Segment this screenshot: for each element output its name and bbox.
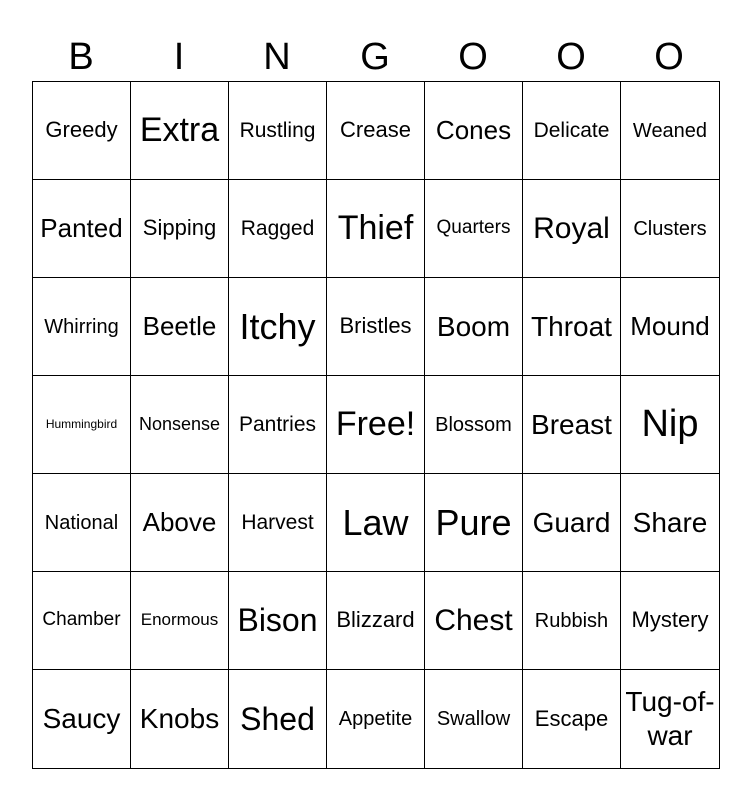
bingo-cell: Royal [523,180,621,278]
bingo-cell: Enormous [131,572,229,670]
bingo-cell: Rubbish [523,572,621,670]
bingo-cell: Law [327,474,425,572]
bingo-cell: Swallow [425,670,523,768]
bingo-cell: Delicate [523,82,621,180]
header-letter-o: O [556,36,586,78]
bingo-cell: Panted [33,180,131,278]
header-letter-n: N [263,36,291,78]
header-letter-o: O [458,36,488,78]
bingo-cell: Clusters [621,180,719,278]
bingo-cell: Knobs [131,670,229,768]
bingo-cell: Extra [131,82,229,180]
bingo-cell: Pure [425,474,523,572]
bingo-cell: Boom [425,278,523,376]
bingo-cell: Whirring [33,278,131,376]
bingo-cell: Quarters [425,180,523,278]
bingo-cell: Share [621,474,719,572]
bingo-cell: Mystery [621,572,719,670]
bingo-cell: Saucy [33,670,131,768]
bingo-cell: Ragged [229,180,327,278]
header-letter-i: I [173,36,185,78]
bingo-cell: Mound [621,278,719,376]
header-letter-b: B [68,36,94,78]
bingo-board [32,81,720,769]
bingo-cell: Above [131,474,229,572]
bingo-cell: Itchy [229,278,327,376]
bingo-cell: Sipping [131,180,229,278]
bingo-cell: Bison [229,572,327,670]
bingo-cell: Hummingbird [33,376,131,474]
bingo-cell: Thief [327,180,425,278]
bingo-cell: Pantries [229,376,327,474]
bingo-cell: Blossom [425,376,523,474]
bingo-cell: Blizzard [327,572,425,670]
bingo-cell: Escape [523,670,621,768]
bingo-header [32,32,718,82]
bingo-cell: Tug-of-war [625,686,715,751]
header-letter-o: O [654,36,684,78]
bingo-cell: Rustling [229,82,327,180]
bingo-cell: Harvest [229,474,327,572]
bingo-cell: Breast [523,376,621,474]
bingo-cell: Weaned [621,82,719,180]
bingo-cell: Appetite [327,670,425,768]
bingo-cell: Crease [327,82,425,180]
bingo-cell: Nip [621,376,719,474]
header-letter-g: G [360,36,390,78]
bingo-cell: Chest [425,572,523,670]
bingo-cell: Nonsense [131,376,229,474]
bingo-cell: Chamber [33,572,131,670]
bingo-cell: Beetle [131,278,229,376]
bingo-cell: Guard [523,474,621,572]
bingo-cell: Bristles [327,278,425,376]
bingo-cell: Free! [327,376,425,474]
bingo-cell: Throat [523,278,621,376]
bingo-cell: Cones [425,82,523,180]
bingo-cell: Greedy [33,82,131,180]
bingo-cell: Shed [229,670,327,768]
bingo-cell: National [33,474,131,572]
